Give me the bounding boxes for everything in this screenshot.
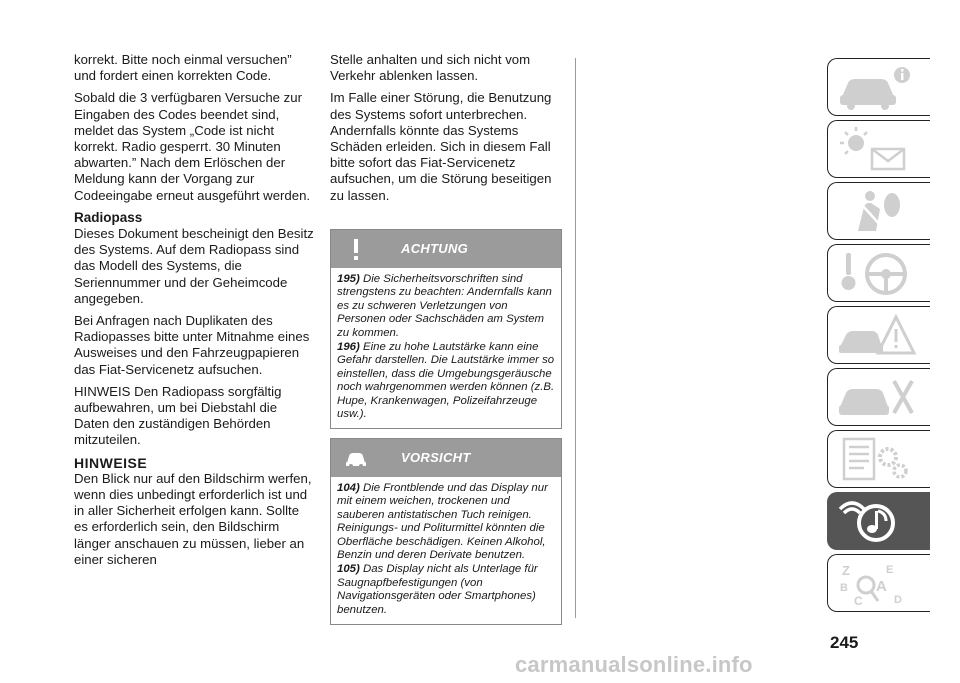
- text-column-left: [74, 52, 314, 574]
- index-letter: D: [894, 594, 902, 606]
- car-service-tools-icon: [836, 373, 918, 423]
- paragraph: Bei Anfragen nach Duplikaten des Radiopasses bitte unter Mitnahme eines Ausweises und den Fahrzeugpapieren das Fiat-Servicenetz aufsuchen.: [74, 313, 310, 377]
- index-letter: E: [886, 564, 894, 576]
- warning-body: [331, 268, 561, 428]
- tab-service[interactable]: [827, 368, 930, 426]
- warning-note: [337, 273, 555, 340]
- tab-emergency[interactable]: [827, 306, 930, 364]
- page-number: 245: [830, 633, 859, 652]
- paragraph: Sobald die 3 verfügbaren Versuche zur Eingaben des Codes beendet sind, meldet das System „Code ist nicht korrekt. Radio gesperrt. 30 Minuten abwarten.” Nach dem Erlöschen der Meldung kann der Vorgang zur Codeeingabe erneut ausgeführt werden.: [74, 90, 311, 203]
- section-heading-hinweise: HINWEISE: [74, 454, 148, 471]
- watermark: carmanualsonline.info: [515, 652, 753, 677]
- paragraph: korrekt. Bitte noch einmal versuchen” und fordert einen korrekten Code.: [74, 52, 292, 84]
- tab-multimedia[interactable]: [827, 492, 930, 550]
- paragraph: Dieses Dokument bescheinigt den Besitz des Systems. Auf dem Radiopass sind das Modell des Systems, die Seriennummer und der Geheimcode angegeben.: [74, 226, 314, 306]
- note-text: Das Display nicht als Unterlage für Saugnapfbefestigungen (von Navigationsgeräten oder Smartphones) benutzen.: [337, 563, 538, 616]
- caution-title: VORSICHT: [401, 450, 471, 465]
- note-text: Eine zu hohe Lautstärke kann eine Gefahr darstellen. Die Lautstärke immer so einstellen, dass die Umgebungsgeräusche noch wahrgenommen werden können (z.B. Hupe, Krankenwagen, Polizeifahrzeuge usw.).: [337, 341, 555, 421]
- index-letter: B: [840, 582, 848, 594]
- paragraph: HINWEIS Den Radiopass sorgfältig aufbewahren, um bei Diebstahl die Daten den zuständigen Behörden mitzuteilen.: [74, 383, 282, 448]
- warning-box: [330, 229, 562, 429]
- car-caution-icon: [343, 445, 369, 471]
- note-number: 104): [337, 482, 360, 494]
- seat-airbag-icon: [836, 187, 918, 237]
- index-letter: C: [854, 594, 863, 608]
- note-number: 196): [337, 341, 360, 354]
- index-letter: A: [876, 578, 887, 595]
- tab-technical-data[interactable]: [827, 430, 930, 488]
- note-number: 195): [337, 273, 360, 285]
- multimedia-music-icon: [836, 497, 918, 547]
- caution-header: [331, 439, 561, 477]
- caution-box: [330, 438, 562, 625]
- car-crash-warning-icon: [836, 311, 918, 361]
- warning-title: ACHTUNG: [401, 241, 469, 256]
- car-info-icon: [836, 63, 918, 113]
- column-divider: [575, 58, 576, 618]
- paragraph: Im Falle einer Störung, die Benutzung des Systems sofort unterbrechen. Andernfalls könnte das Systems Schäden erleiden. Sich in diesem Fall bitte sofort das Fiat-Servicenetz aufsuchen, um die Störung beseitigen zu lassen.: [330, 90, 552, 203]
- text-column-right: [330, 52, 566, 210]
- key-steering-wheel-icon: [836, 249, 918, 299]
- alphabetical-index-icon: [836, 559, 918, 609]
- warning-header: [331, 230, 561, 268]
- note-text: Die Sicherheitsvorschriften sind strengstens zu beachten: Andernfalls kann es zu schweren Verletzungen von Personen oder Sachschäden am System zu kommen.: [337, 273, 552, 339]
- caution-body: [331, 477, 561, 624]
- note-text: Die Frontblende und das Display nur mit einem weichen, trockenen und sauberen antistatischen Tuch reinigen. Reinigungs- und Politurmittel könnten die Oberfläche beschädigen. Keinen Alkohol, Benzin und deren Derivate benutzen.: [337, 482, 548, 562]
- index-letter: Z: [842, 563, 850, 578]
- section-heading-radiopass: Radiopass: [74, 209, 143, 225]
- paragraph: Den Blick nur auf den Bildschirm werfen, wenn dies unbedingt erforderlich ist und in aller Sicherheit erfolgen kann. Sollte es erforderlich sein, den Bildschirm länger anschauen zu müssen, lieber an einer sicheren: [74, 470, 312, 567]
- caution-note: [337, 563, 555, 617]
- note-number: 105): [337, 563, 360, 576]
- tab-key-steering[interactable]: [827, 244, 930, 302]
- lights-message-icon: [836, 125, 918, 175]
- tab-seats-airbags[interactable]: [827, 182, 930, 240]
- warning-exclamation-icon: [343, 236, 369, 262]
- tab-car-info[interactable]: [827, 58, 930, 116]
- tab-index[interactable]: [827, 554, 930, 612]
- document-gears-icon: [836, 435, 918, 485]
- caution-note: [337, 482, 555, 562]
- warning-note: [337, 341, 555, 421]
- tab-lights-messages[interactable]: [827, 120, 930, 178]
- paragraph: Stelle anhalten und sich nicht vom Verkehr ablenken lassen.: [330, 52, 531, 84]
